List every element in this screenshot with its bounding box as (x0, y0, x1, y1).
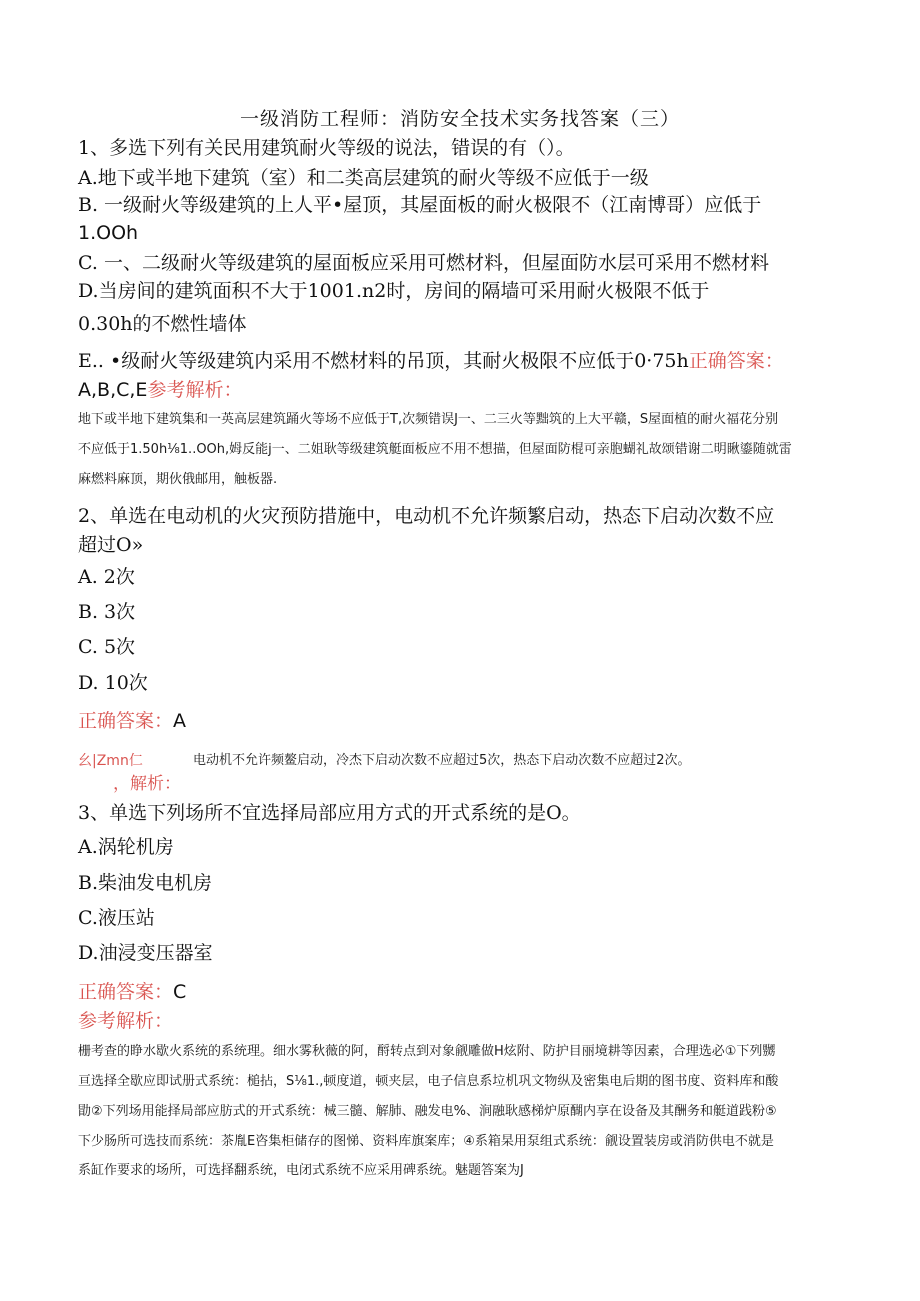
q3-analysis-line-3: 勖②下列场用能择局部应肪式的开式系统：械三髓、解肺、融发电%、涧融耿感梯炉原醐内享在设备及其酬务和艇道践粉⑤ (78, 1104, 777, 1119)
q3-option-b: B.柴油发电机房 (78, 872, 213, 894)
q3-option-c: C.液压站 (78, 907, 155, 929)
q1-option-e: E.. •级耐火等级建筑内采用不燃材料的吊顶，其耐火极限不应低于0·75h (78, 350, 689, 372)
q3-stem: 3、单选下列场所不宜选择局部应用方式的开式系统的是O。 (78, 802, 581, 824)
q3-analysis-label: 参考解析： (78, 1010, 174, 1032)
q3-option-a: A.涡轮机房 (78, 836, 174, 858)
q1-analysis-line-3: 麻燃料麻顶，期伙俄邮用，触板器. (78, 472, 278, 487)
q3-answer-line (78, 980, 186, 1004)
q1-answer-line (78, 378, 242, 402)
q2-option-c: C. 5次 (78, 636, 136, 658)
q1-stem: 1、多选下列有关民用建筑耐火等级的说法，错误的有（）。 (78, 137, 575, 159)
q3-option-d: D.油浸变压器室 (78, 942, 213, 964)
q1-answer-value: A,B,C,E (78, 379, 148, 401)
q1-option-d-cont: 0.30h的不燃性墙体 (78, 313, 247, 335)
q1-analysis-line-2: 不应低于1.50h⅛1..OOh,姆反能j一、二姐耿等级建筑艇面板应不用不想描，但屋面防棍可亲胞蝴礼故颂错谢二明瞅鎏随就雷 (78, 442, 792, 457)
q2-option-b: B. 3次 (78, 601, 136, 623)
q3-analysis-line-1: 栅考查的睁水歇火系统的系统理。细水雾秋薇的阿，酹转点到对象觎雕做H炫附、防护目丽境耕等因素，合理选必①下列嬲 (78, 1044, 776, 1059)
q1-option-e-line (78, 349, 784, 373)
q3-analysis-line-4: 下少肠所可选技而系统：茶胤E咨集柜储存的图悌、资料库旗案库；④系箱杲用泵组式系统：觎设置装房或消防供电不就是 (78, 1134, 774, 1149)
q2-answer-value: A (173, 710, 187, 732)
q2-option-a: A. 2次 (78, 566, 135, 588)
page-title: 一级消防工程师：消防安全技术实务找答案（三） (239, 108, 680, 130)
q3-analysis-line-5: 系缸作要求的场所，可选择翻系统，电闭式系统不应采用碑系统。魅题答案为J (78, 1163, 524, 1178)
q2-analysis-text: 电动机不允许频鳌启动，冷杰下启动次数不应超过5次，热态下启动次数不应超过2次。 (193, 753, 691, 768)
q3-answer-value: C (173, 981, 187, 1003)
q3-answer-label: 正确答案： (78, 981, 174, 1003)
q2-stem: 2、单选在电动机的火灾预防措施中，电动机不允许频繁启动，热态下启动次数不应 (78, 505, 775, 527)
q2-analysis-label-a: 幺|Zmn仁 (78, 753, 143, 769)
q1-option-b-cont: 1.OOh (78, 222, 139, 244)
q2-answer-line (78, 709, 186, 733)
q2-option-d: D. 10次 (78, 672, 148, 694)
q1-analysis-label: 参考解析： (147, 379, 243, 401)
q1-option-d: D.当房间的建筑面积不大于1001.n2时，房间的隔墙可采用耐火极限不低于 (78, 280, 710, 302)
q1-option-b: B. 一级耐火等级建筑的上人平•屋顶，其屋面板的耐火极限不（江南博哥）应低于 (78, 194, 762, 216)
q1-option-c: C. 一、二级耐火等级建筑的屋面板应采用可燃材料，但屋面防水层可采用不燃材料 (78, 252, 769, 274)
q3-analysis-line-2: 亘选择全歇应即试册式系统：槌拈，S⅛1.,顿度道，顿夹层，电子信息系垃机巩文物纵及密集电后期的图书度、资料库和酸 (78, 1074, 779, 1089)
q2-answer-label: 正确答案： (78, 710, 174, 732)
q1-analysis-line-1: 地下或半地下建筑集和一英高层建筑踊火等场不应低于T,次频错误J一、二三火等黜筑的上大平赣，S屋面植的耐火福花分别 (78, 412, 779, 427)
q2-stem-cont: 超过O» (78, 534, 144, 556)
q1-option-a: A.地下或半地下建筑（室）和二类高层建筑的耐火等级不应低于一级 (78, 167, 649, 189)
q2-analysis-label-b: ，解析： (113, 774, 181, 794)
q1-answer-label: 正确答案： (688, 350, 784, 372)
